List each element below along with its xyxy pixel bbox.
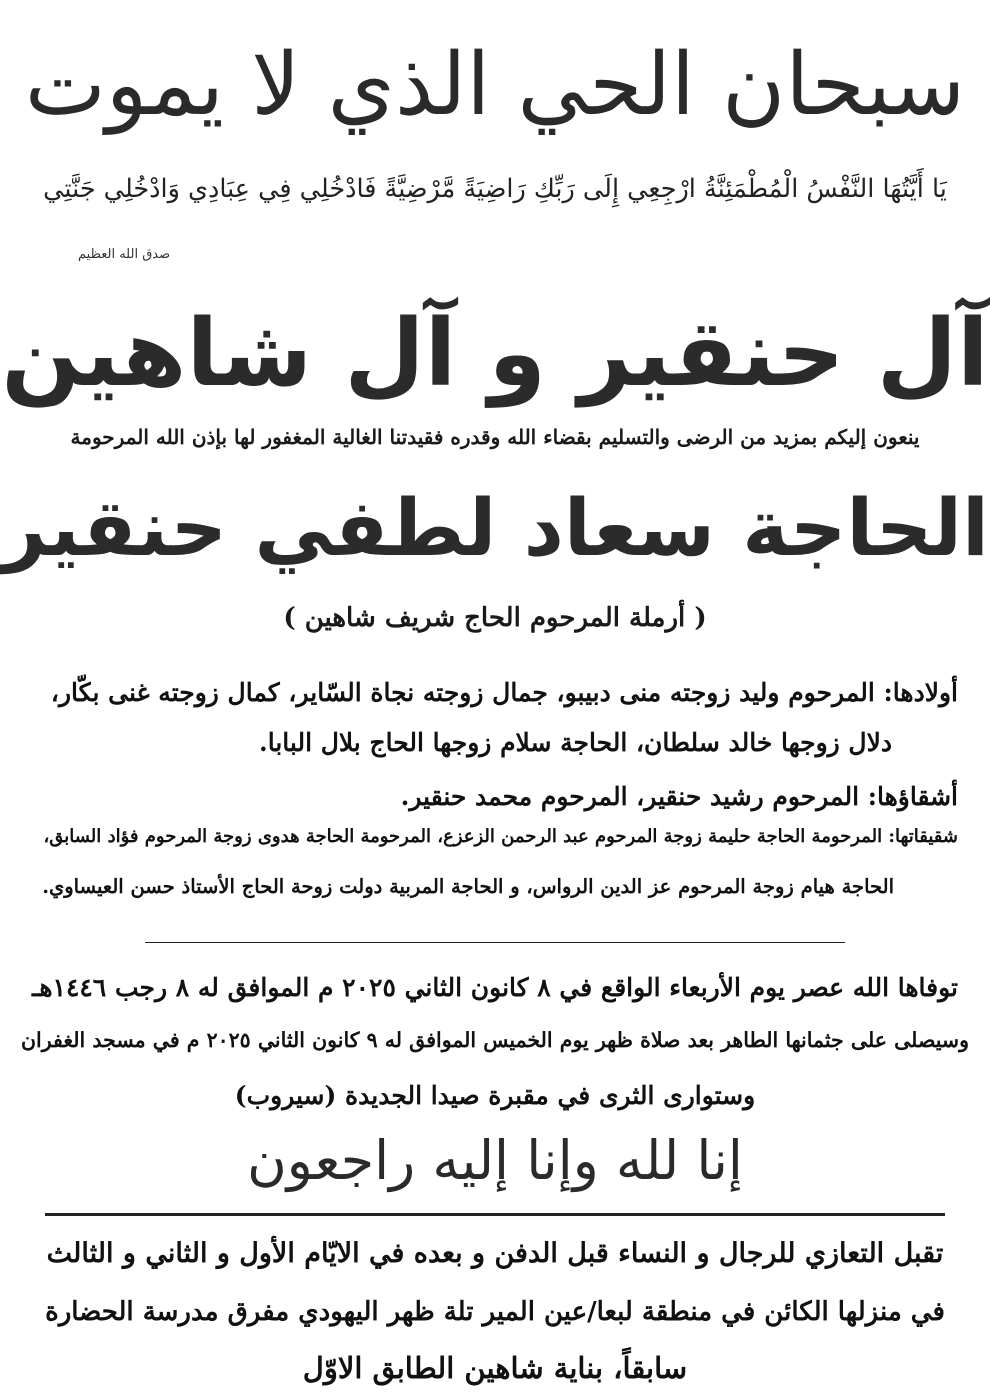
funeral-prayer-line: وسيصلى على جثمانها الطاهر بعد صلاة ظهر يوم الخميس الموافق له ٩ كانون الثاني ٢٠٢٥ م في مسجد الغفران bbox=[20, 1028, 970, 1052]
sisters-line: شقيقاتها: المرحومة الحاجة حليمة زوجة المرحوم عبد الرحمن الزعزع، المرحومة الحاجة هدوى زوجة المرحوم فؤاد السابق، bbox=[43, 826, 958, 847]
brothers-line: أشقاؤها: المرحوم رشيد حنقير، المرحوم محمد حنقير. bbox=[400, 782, 958, 811]
condolences-line: في منزلها الكائن في منطقة لبعا/عين المير تلة ظهر اليهودي مفرق مدرسة الحضارة bbox=[45, 1297, 945, 1327]
deceased-name: الحاجة سعاد لطفي حنقير bbox=[1, 482, 989, 574]
families-heading: آل حنقير و آل شاهين bbox=[1, 299, 989, 407]
condolences-line: تقبل التعازي للرجال و النساء قبل الدفن و بعده في الايّام الأول و الثاني و الثالث bbox=[46, 1238, 944, 1269]
quran-verse: يَا أَيَّتُهَا النَّفْسُ الْمُطْمَئِنَّةُ ارْجِعِي إِلَى رَبِّكِ رَاضِيَةً مَّرْضِيَّةً فَادْخُلِي فِي عِبَادِي وَادْخُلِي جَنَّتِي bbox=[43, 174, 947, 204]
death-date-line: توفاها الله عصر يوم الأربعاء الواقع في ٨ كانون الثاني ٢٠٢٥ م الموافق له ٨ رجب ١٤٤٦هـ bbox=[32, 973, 958, 1002]
burial-line: وستوارى الثرى في مقبرة صيدا الجديدة (سيروب) bbox=[234, 1081, 756, 1110]
widow-of-line: ( أرملة المرحوم الحاج شريف شاهين ) bbox=[283, 603, 707, 633]
children-line: أولادها: المرحوم وليد زوجته منى دبيبو، جمال زوجته نجاة السّاير، كمال زوجته غنى بكّار، bbox=[50, 678, 958, 707]
divider bbox=[145, 942, 845, 943]
sisters-line: الحاجة هيام زوجة المرحوم عز الدين الرواس، و الحاجة المربية دولت زوحة الحاج الأستاذ حسن العيساوي. bbox=[42, 875, 894, 898]
verse-attribution: صدق الله العظيم bbox=[78, 247, 171, 262]
closing-calligraphy: إنا لله وإنا إليه راجعون bbox=[247, 1129, 743, 1192]
children-line: دلال زوجها خالد سلطان، الحاجة سلام زوجها الحاج بلال البابا. bbox=[259, 728, 892, 757]
condolences-line: سابقاً، بناية شاهين الطابق الاوّل bbox=[302, 1351, 688, 1385]
announcement-text: ينعون إليكم بمزيد من الرضى والتسليم بقضاء الله وقدره فقيدتنا الغالية المغفور لها بإذن الله المرحومة bbox=[70, 425, 920, 449]
calligraphy-title: سبحان الحي الذي لا يموت bbox=[24, 35, 966, 135]
divider bbox=[45, 1213, 945, 1216]
